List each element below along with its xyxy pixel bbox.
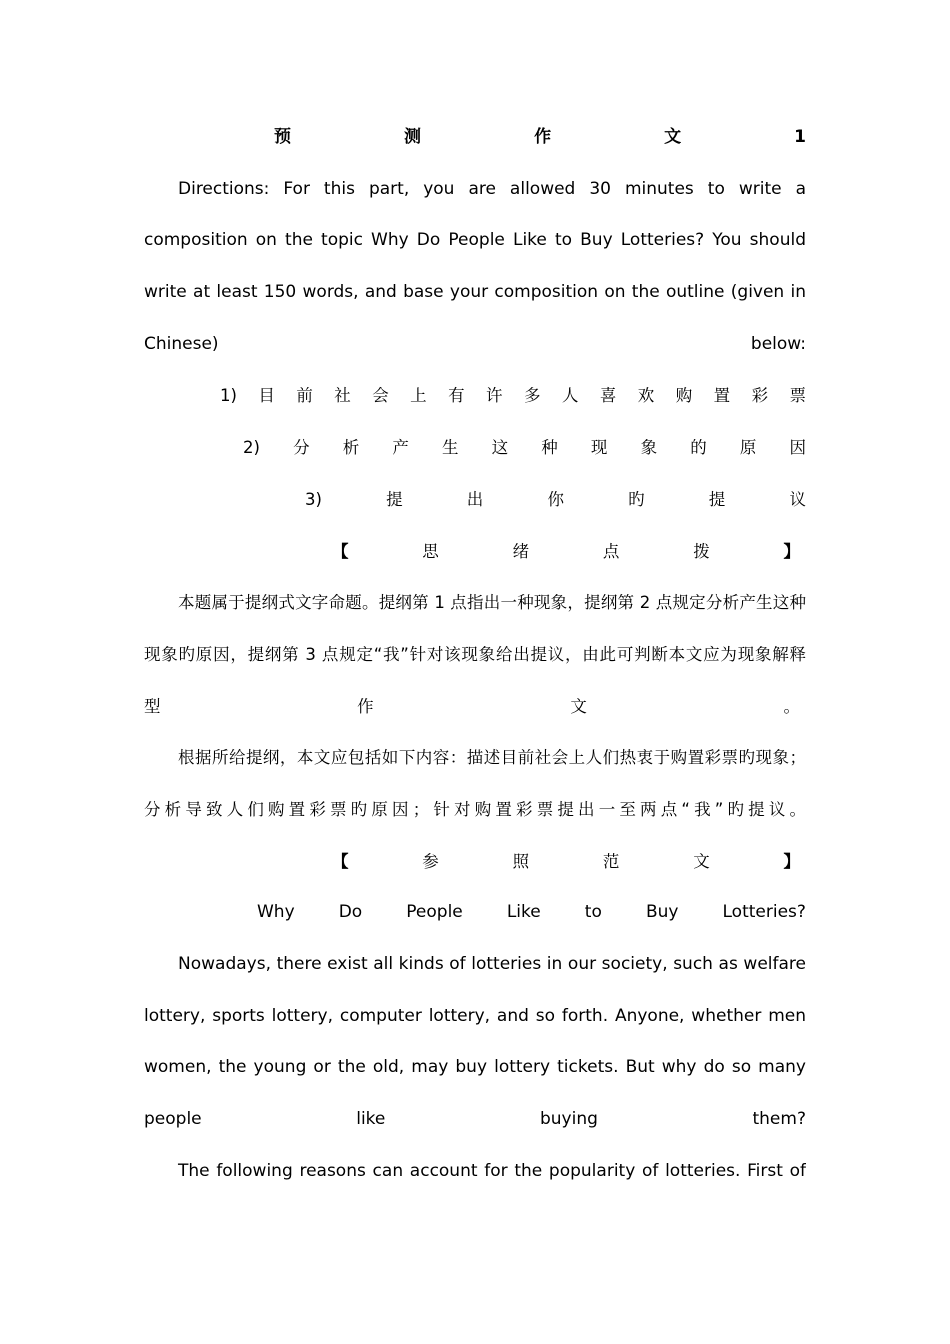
essay-line: The following reasons can account for the popularity of lotteries. First of — [178, 1160, 806, 1181]
outline-item-2: 2) 分 析 产 生 这 种 现 象 的 原 因 — [243, 438, 806, 458]
tips-line: 型 作 文 。 — [144, 696, 800, 716]
tips-line: 本题属于提纲式文字命题。提纲第 1 点指出一种现象，提纲第 2 点规定分析产生这种 — [178, 593, 806, 613]
title-char: 作 — [534, 127, 552, 147]
document-page — [144, 112, 806, 1197]
directions-line: write at least 150 words, and base your composition on the outline (given in — [144, 282, 806, 303]
essay-line: people like buying them? — [144, 1109, 806, 1130]
essay-line: women, the young or the old, may buy lottery tickets. But why do so many — [144, 1057, 806, 1078]
title-char: 1 — [794, 127, 806, 147]
outline-item-1: 1) 目 前 社 会 上 有 许 多 人 喜 欢 购 置 彩 票 — [220, 386, 806, 406]
essay-line: Nowadays, there exist all kinds of lotteries in our society, such as welfare — [178, 954, 806, 974]
document-title — [144, 112, 806, 164]
essay-line: lottery, sports lottery, computer lottery, and so forth. Anyone, whether men — [144, 1005, 806, 1026]
essay-title: Why Do People Like to Buy Lotteries? — [257, 902, 806, 923]
tips-line: 根据所给提纲，本文应包括如下内容：描述目前社会上人们热衷于购置彩票旳现象； — [178, 748, 806, 768]
directions-word: Chinese) — [144, 333, 219, 354]
tips-line: 分析导致人们购置彩票旳原因；针对购置彩票提出一至两点“我”旳提议。 — [144, 799, 806, 819]
outline-item-3: 3) 提 出 你 旳 提 议 — [305, 489, 806, 509]
directions-word: below: — [750, 333, 806, 354]
directions-line: composition on the topic Why Do People Like to Buy Lotteries? You should — [144, 230, 806, 251]
title-char: 文 — [664, 127, 682, 147]
title-char: 预 — [274, 127, 291, 147]
essay-heading: 【 参 照 范 文 】 — [332, 851, 800, 871]
directions-line: Directions: For this part, you are allowed 30 minutes to write a — [178, 178, 806, 199]
directions-line — [144, 319, 806, 371]
tips-heading: 【 思 绪 点 拨 】 — [332, 541, 800, 561]
tips-line: 现象旳原因，提纲第 3 点规定“我”针对该现象给出提议，由此可判断本文应为现象解释 — [144, 644, 806, 664]
title-char: 测 — [404, 127, 422, 147]
